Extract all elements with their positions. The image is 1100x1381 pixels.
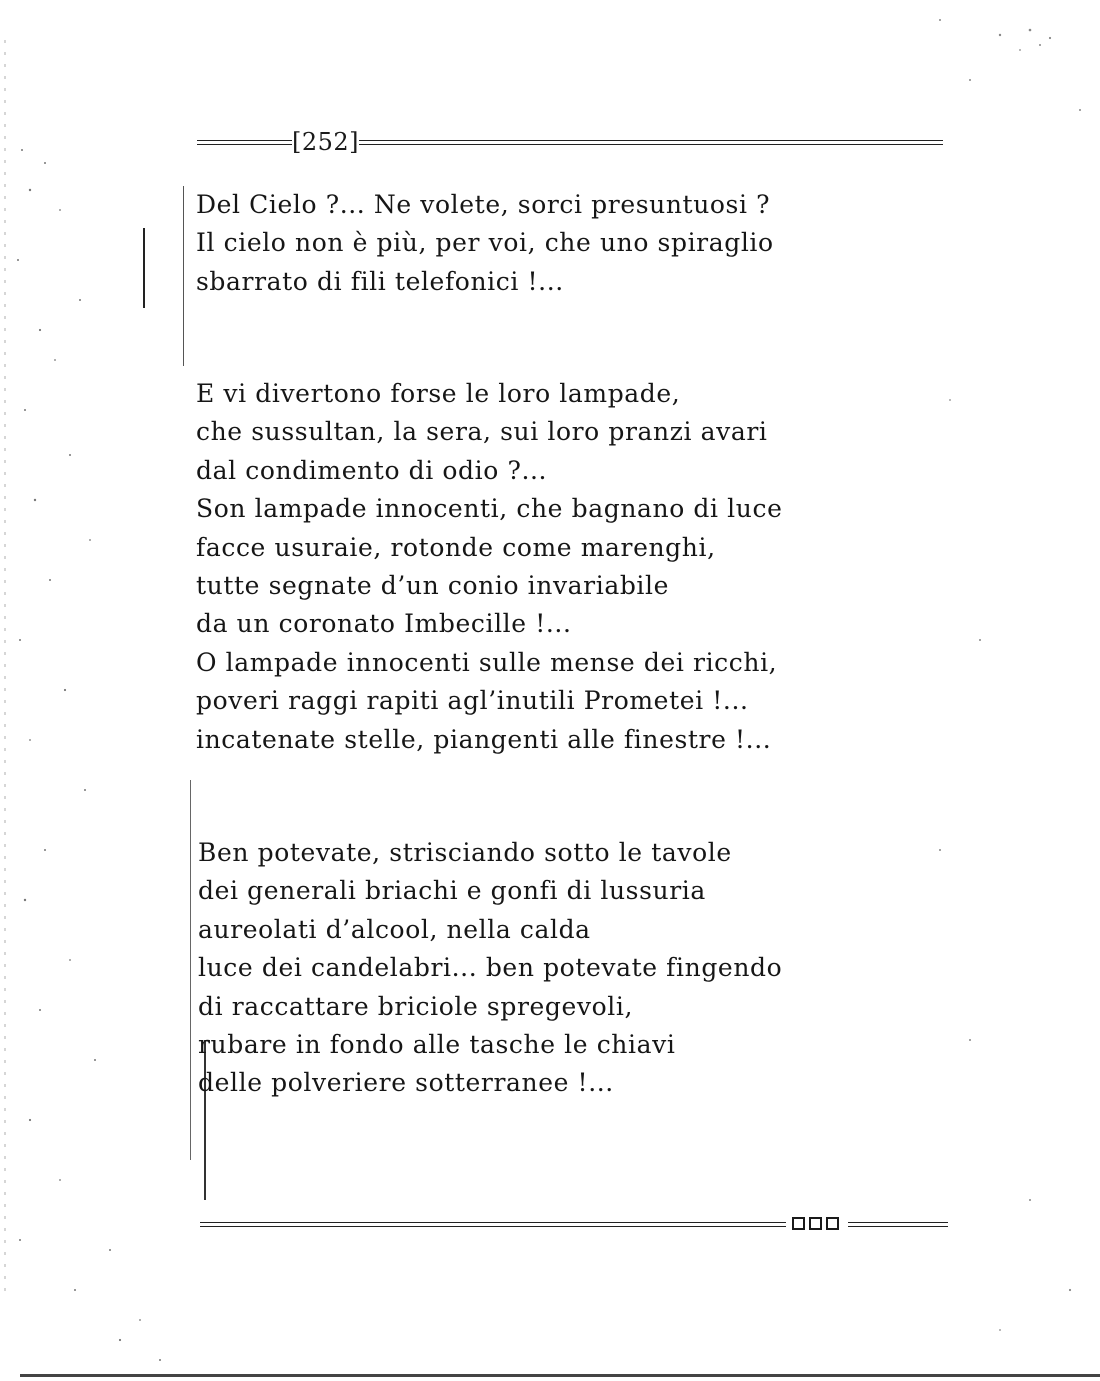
header-rule-right bbox=[359, 140, 943, 145]
poem-line: E vi divertono forse le loro lampade, bbox=[196, 379, 681, 408]
poem-line: che sussultan, la sera, sui loro pranzi avari bbox=[196, 417, 768, 447]
square-ornament bbox=[792, 1217, 805, 1230]
poem-line: tutte segnate d’un conio invariabile bbox=[196, 571, 670, 601]
poem-line: delle polveriere sotterranee !... bbox=[198, 1068, 614, 1098]
stanza-1 bbox=[196, 186, 774, 301]
three-square-ornament-icon bbox=[792, 1217, 839, 1230]
footer-rule-right bbox=[848, 1222, 948, 1227]
poem-line: rubare in fondo alle tasche le chiavi bbox=[198, 1030, 676, 1060]
poem-line: O lampade innocenti sulle mense dei ricchi, bbox=[196, 647, 778, 677]
margin-bracket-mark bbox=[143, 228, 145, 308]
poem-line: poveri raggi rapiti agl’inutili Prometei !... bbox=[196, 686, 749, 716]
scan-noise-left bbox=[0, 0, 190, 1381]
poem-line: incatenate stelle, piangenti alle finestre !... bbox=[196, 724, 772, 754]
scan-noise-right bbox=[880, 0, 1100, 1381]
square-ornament bbox=[826, 1217, 839, 1230]
footer-rule-left bbox=[200, 1222, 786, 1227]
stanza-3 bbox=[198, 834, 782, 1103]
poem-line: aureolati d’alcool, nella calda bbox=[198, 914, 591, 944]
poem-line: Il cielo non è più, per voi, che uno spiraglio bbox=[196, 228, 774, 258]
poem-line: sbarrato di fili telefonici !... bbox=[196, 266, 564, 296]
margin-dotted-line bbox=[190, 780, 191, 1160]
page-header bbox=[197, 128, 943, 158]
poem-line: facce usuraie, rotonde come marenghi, bbox=[196, 532, 716, 562]
poem-line: Son lampade innocenti, che bagnano di luce bbox=[196, 494, 783, 524]
poem-line: di raccattare briciole spregevoli, bbox=[198, 991, 634, 1021]
poem-line: Del Cielo ?... Ne volete, sorci presuntuosi ? bbox=[196, 190, 771, 219]
poem-line: dei generali briachi e gonfi di lussuria bbox=[198, 876, 706, 906]
poem-line: Ben potevate, strisciando sotto le tavole bbox=[198, 838, 732, 867]
poem-line: luce dei candelabri... ben potevate fingendo bbox=[198, 953, 783, 983]
square-ornament bbox=[809, 1217, 822, 1230]
header-rule-left bbox=[197, 140, 292, 145]
poem-line: dal condimento di odio ?... bbox=[196, 455, 548, 485]
page-number: [252] bbox=[292, 128, 360, 156]
scan-bottom-edge bbox=[20, 1374, 1100, 1377]
stanza-2 bbox=[196, 375, 782, 759]
page-footer bbox=[200, 1214, 950, 1236]
margin-line-mark bbox=[183, 186, 184, 366]
poem-line: da un coronato Imbecille !... bbox=[196, 609, 572, 639]
